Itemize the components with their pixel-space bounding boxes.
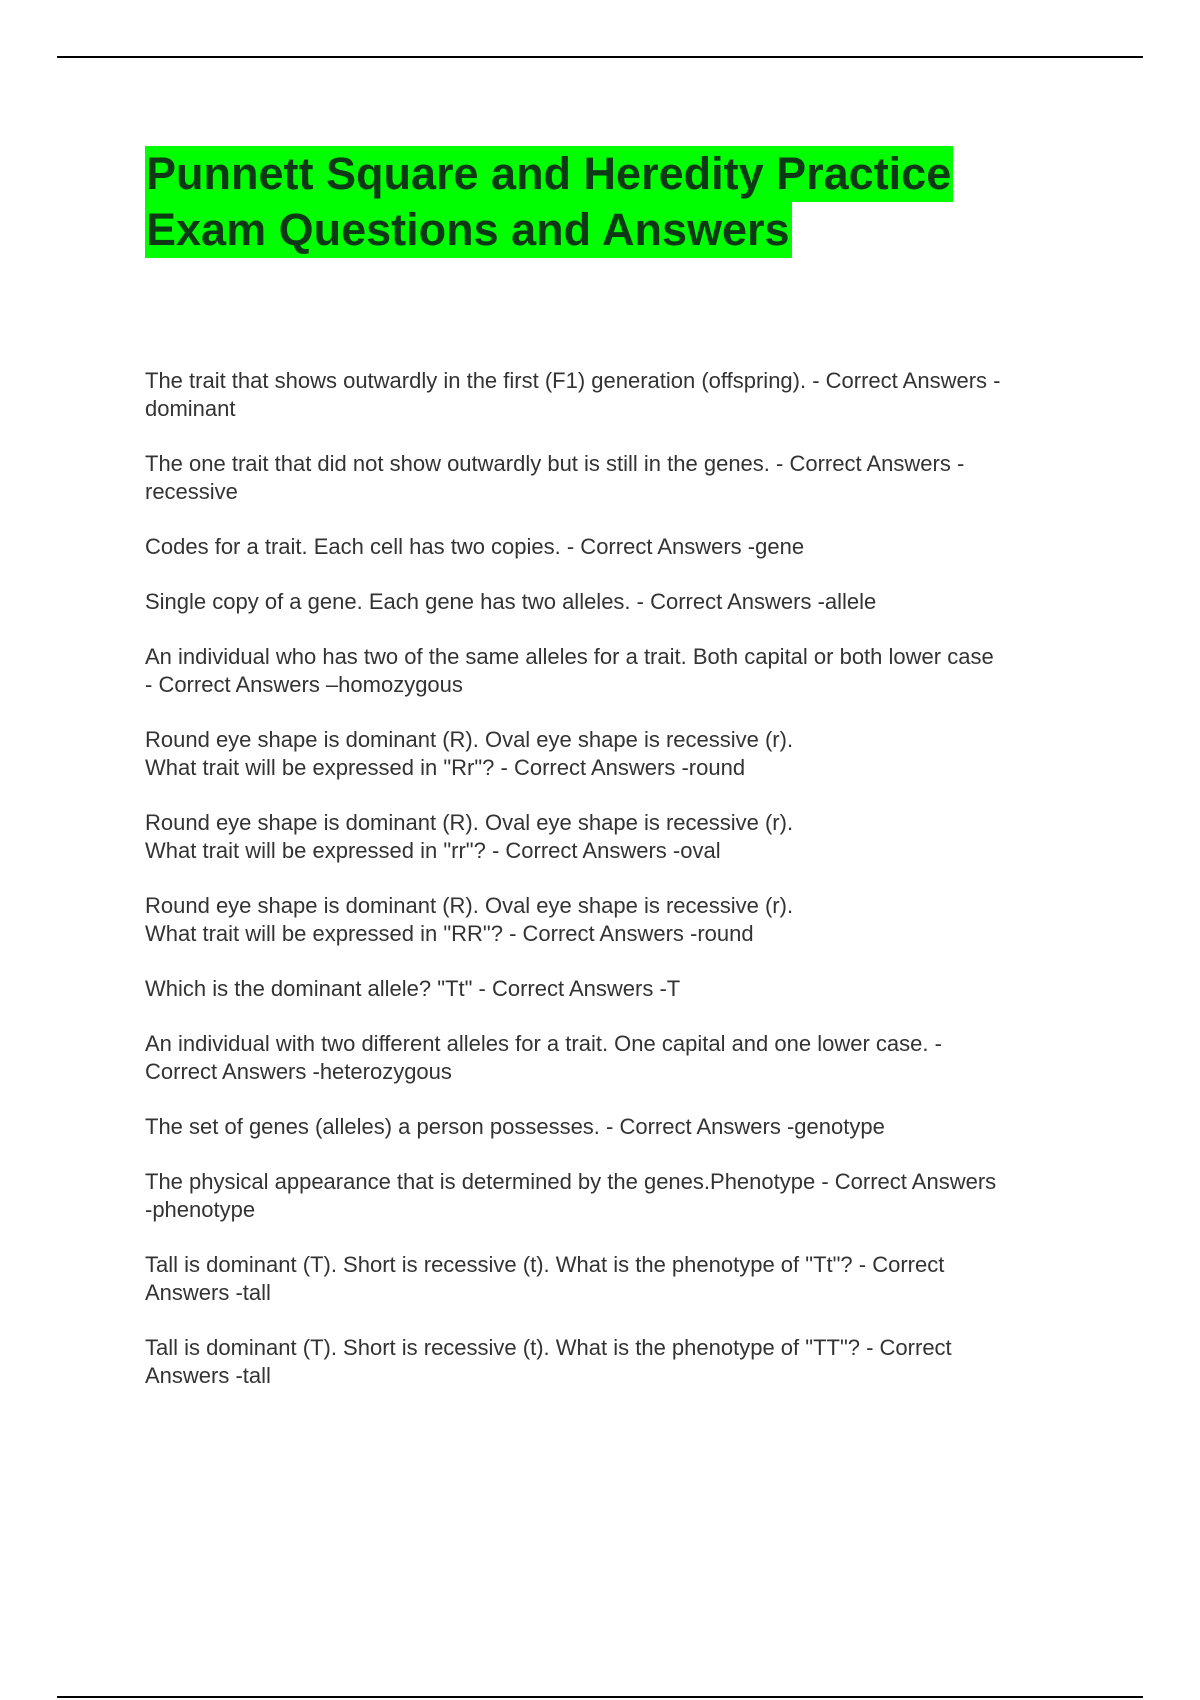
- qa-line: Tall is dominant (T). Short is recessive (t). What is the phenotype of "Tt"? - Correct: [145, 1252, 945, 1277]
- qa-item: [145, 809, 1095, 865]
- qa-item: [145, 726, 1095, 782]
- qa-line: - Correct Answers –homozygous: [145, 672, 463, 697]
- qa-line: Correct Answers -heterozygous: [145, 1059, 452, 1084]
- qa-line: The set of genes (alleles) a person possesses. - Correct Answers -genotype: [145, 1114, 885, 1139]
- qa-line: Round eye shape is dominant (R). Oval eye shape is recessive (r).: [145, 727, 794, 752]
- qa-line: dominant: [145, 396, 236, 421]
- qa-item: [145, 1334, 1095, 1390]
- qa-item: [145, 1251, 1095, 1307]
- qa-item: [145, 892, 1095, 948]
- qa-item: [145, 588, 1095, 616]
- qa-line: -phenotype: [145, 1197, 256, 1222]
- qa-item: [145, 1168, 1095, 1224]
- title-line: Exam Questions and Answers: [145, 202, 792, 258]
- qa-item: [145, 1030, 1095, 1086]
- qa-line: Single copy of a gene. Each gene has two alleles. - Correct Answers -allele: [145, 589, 877, 614]
- qa-item: [145, 1113, 1095, 1141]
- qa-line: Which is the dominant allele? "Tt" - Correct Answers -T: [145, 976, 681, 1001]
- qa-line: The trait that shows outwardly in the first (F1) generation (offspring). - Correct Answers -: [145, 368, 1001, 393]
- qa-line: What trait will be expressed in "RR"? - Correct Answers -round: [145, 921, 754, 946]
- qa-item: [145, 533, 1095, 561]
- qa-line: What trait will be expressed in "rr"? - Correct Answers -oval: [145, 838, 721, 863]
- qa-item: [145, 975, 1095, 1003]
- qa-line: An individual who has two of the same alleles for a trait. Both capital or both lower case: [145, 644, 994, 669]
- qa-line: Round eye shape is dominant (R). Oval eye shape is recessive (r).: [145, 893, 794, 918]
- title-line: Punnett Square and Heredity Practice: [145, 146, 953, 202]
- bottom-rule: [57, 1696, 1143, 1698]
- qa-line: recessive: [145, 479, 238, 504]
- qa-item: [145, 367, 1095, 423]
- qa-line: Answers -tall: [145, 1363, 271, 1388]
- document-title: [145, 146, 1065, 258]
- qa-line: The physical appearance that is determined by the genes.Phenotype - Correct Answers: [145, 1169, 997, 1194]
- qa-line: The one trait that did not show outwardly but is still in the genes. - Correct Answers -: [145, 451, 965, 476]
- qa-line: An individual with two different alleles for a trait. One capital and one lower case. -: [145, 1031, 942, 1056]
- qa-item: [145, 450, 1095, 506]
- top-rule: [57, 56, 1143, 58]
- qa-list: [145, 367, 1095, 1417]
- qa-line: What trait will be expressed in "Rr"? - Correct Answers -round: [145, 755, 746, 780]
- qa-line: Tall is dominant (T). Short is recessive (t). What is the phenotype of "TT"? - Correct: [145, 1335, 952, 1360]
- qa-line: Round eye shape is dominant (R). Oval eye shape is recessive (r).: [145, 810, 794, 835]
- qa-line: Codes for a trait. Each cell has two copies. - Correct Answers -gene: [145, 534, 805, 559]
- qa-line: Answers -tall: [145, 1280, 271, 1305]
- qa-item: [145, 643, 1095, 699]
